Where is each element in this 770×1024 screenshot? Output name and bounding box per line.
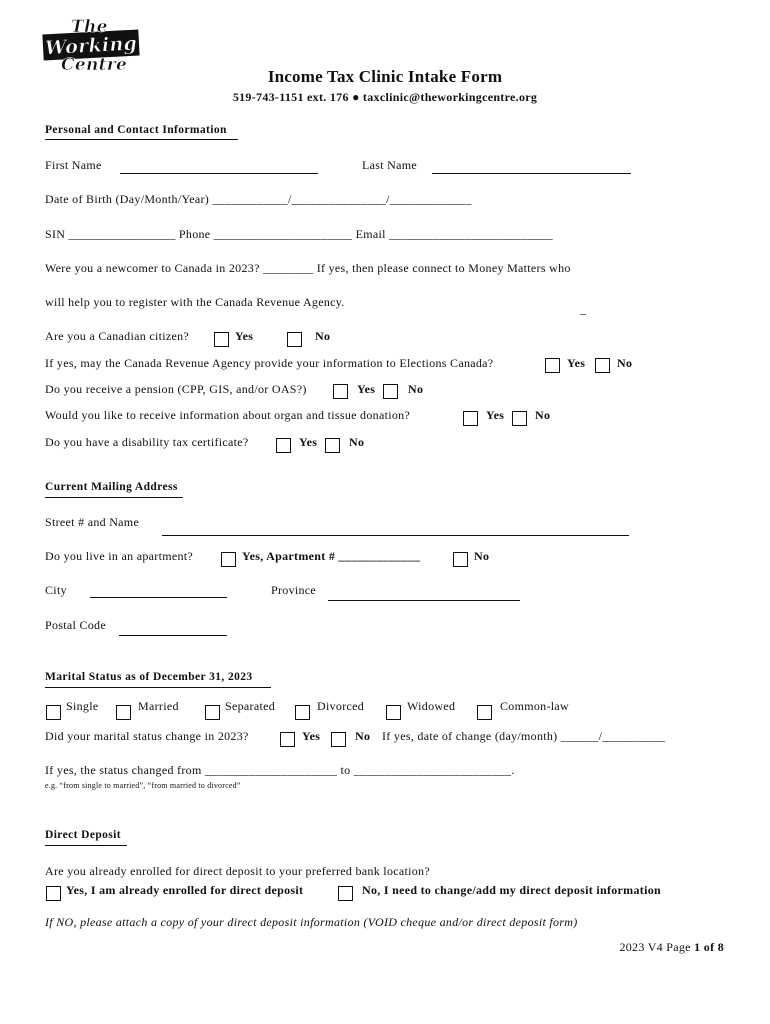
disability-no-checkbox[interactable] bbox=[325, 438, 340, 453]
apartment-yes-label[interactable]: Yes, Apartment # _____________ bbox=[242, 549, 421, 563]
elections-no-checkbox[interactable] bbox=[595, 358, 610, 373]
married-label: Married bbox=[138, 699, 179, 713]
street-field[interactable] bbox=[162, 535, 629, 536]
divorced-checkbox[interactable] bbox=[295, 705, 310, 720]
deposit-enrolled-label: Yes, I am already enrolled for direct deposit bbox=[66, 883, 304, 897]
first-name-label: First Name bbox=[45, 158, 102, 172]
apartment-yes-checkbox[interactable] bbox=[221, 552, 236, 567]
citizen-yes-checkbox[interactable] bbox=[214, 332, 229, 347]
elections-question: If yes, may the Canada Revenue Agency provide your information to Elections Canada? bbox=[45, 356, 494, 370]
contact-line: 519-743-1151 ext. 176 ● taxclinic@theworkingcentre.org bbox=[232, 90, 538, 104]
version-label: 2023 V4 Page bbox=[619, 940, 691, 954]
apartment-question: Do you live in an apartment? bbox=[45, 549, 194, 563]
mailing-heading: Current Mailing Address bbox=[45, 481, 178, 493]
deposit-enrolled-checkbox[interactable] bbox=[46, 886, 61, 901]
apartment-no-checkbox[interactable] bbox=[453, 552, 468, 567]
newcomer-question[interactable]: Were you a newcomer to Canada in 2023? ________ If yes, then please connect to Money Matters who bbox=[45, 261, 571, 275]
widowed-label: Widowed bbox=[407, 699, 456, 713]
last-name-label: Last Name bbox=[362, 158, 418, 172]
citizen-question: Are you a Canadian citizen? bbox=[45, 329, 190, 343]
organ-no-label: No bbox=[535, 408, 551, 422]
postal-code-label: Postal Code bbox=[45, 618, 106, 632]
status-example: e.g. “from single to married”, “from married to divorced” bbox=[45, 781, 241, 790]
separated-label: Separated bbox=[225, 699, 276, 713]
disability-yes-checkbox[interactable] bbox=[276, 438, 291, 453]
disability-question: Do you have a disability tax certificate? bbox=[45, 435, 249, 449]
disability-yes-label: Yes bbox=[299, 435, 318, 449]
single-checkbox[interactable] bbox=[46, 705, 61, 720]
change-date-field[interactable]: If yes, date of change (day/month) ______/__________ bbox=[382, 729, 666, 743]
page-of: of bbox=[703, 940, 715, 954]
deposit-change-label: No, I need to change/add my direct deposit information bbox=[362, 883, 661, 897]
city-label: City bbox=[45, 583, 67, 597]
organ-question: Would you like to receive information about organ and tissue donation? bbox=[45, 408, 411, 422]
stray-underscore: _ bbox=[580, 302, 587, 316]
pension-no-label: No bbox=[408, 382, 424, 396]
pension-yes-checkbox[interactable] bbox=[333, 384, 348, 399]
svg-text:The: The bbox=[71, 17, 108, 37]
elections-yes-checkbox[interactable] bbox=[545, 358, 560, 373]
deposit-change-checkbox[interactable] bbox=[338, 886, 353, 901]
disability-no-label: No bbox=[349, 435, 365, 449]
last-name-field[interactable] bbox=[432, 173, 631, 174]
organ-yes-checkbox[interactable] bbox=[463, 411, 478, 426]
pension-yes-label: Yes bbox=[357, 382, 376, 396]
single-label: Single bbox=[66, 699, 99, 713]
common-law-checkbox[interactable] bbox=[477, 705, 492, 720]
widowed-checkbox[interactable] bbox=[386, 705, 401, 720]
marital-change-yes-checkbox[interactable] bbox=[280, 732, 295, 747]
marital-change-question: Did your marital status change in 2023? bbox=[45, 729, 249, 743]
marital-heading: Marital Status as of December 31, 2023 bbox=[45, 671, 253, 683]
province-label: Province bbox=[271, 583, 317, 597]
citizen-yes-label: Yes bbox=[235, 329, 254, 343]
working-centre-logo bbox=[41, 16, 141, 72]
pension-question: Do you receive a pension (CPP, GIS, and/or OAS?) bbox=[45, 382, 307, 396]
deposit-question: Are you already enrolled for direct deposit to your preferred bank location? bbox=[45, 864, 430, 878]
dob-field[interactable]: Date of Birth (Day/Month/Year) ____________/_______________/_____________ bbox=[45, 192, 472, 206]
postal-code-field[interactable] bbox=[119, 635, 227, 636]
form-title: Income Tax Clinic Intake Form bbox=[267, 67, 503, 86]
married-checkbox[interactable] bbox=[116, 705, 131, 720]
province-field[interactable] bbox=[328, 600, 520, 601]
sin-phone-email-fields[interactable]: SIN _________________ Phone ______________________ Email __________________________ bbox=[45, 227, 553, 241]
common-law-label: Common-law bbox=[500, 699, 569, 713]
pension-no-checkbox[interactable] bbox=[383, 384, 398, 399]
deposit-heading: Direct Deposit bbox=[45, 829, 121, 841]
personal-heading: Personal and Contact Information bbox=[45, 124, 227, 136]
marital-change-no-checkbox[interactable] bbox=[331, 732, 346, 747]
citizen-no-checkbox[interactable] bbox=[287, 332, 302, 347]
deposit-note: If NO, please attach a copy of your direct deposit information (VOID cheque and/or direct deposit form) bbox=[45, 915, 578, 929]
newcomer-note: will help you to register with the Canada Revenue Agency. bbox=[45, 295, 345, 309]
marital-change-yes-label: Yes bbox=[302, 729, 321, 743]
page-number: 1 bbox=[694, 940, 701, 954]
organ-no-checkbox[interactable] bbox=[512, 411, 527, 426]
organ-yes-label: Yes bbox=[486, 408, 505, 422]
divorced-label: Divorced bbox=[317, 699, 365, 713]
street-label: Street # and Name bbox=[45, 515, 140, 529]
citizen-no-label: No bbox=[315, 329, 331, 343]
page-footer bbox=[619, 940, 724, 955]
separated-checkbox[interactable] bbox=[205, 705, 220, 720]
marital-change-no-label: No bbox=[355, 729, 371, 743]
status-changed-field[interactable]: If yes, the status changed from _____________________ to _________________________. bbox=[45, 763, 515, 777]
page-total: 8 bbox=[717, 940, 724, 954]
city-field[interactable] bbox=[90, 597, 227, 598]
elections-no-label: No bbox=[617, 356, 633, 370]
apartment-no-label: No bbox=[474, 549, 490, 563]
svg-text:Working: Working bbox=[44, 32, 138, 60]
elections-yes-label: Yes bbox=[567, 356, 586, 370]
first-name-field[interactable] bbox=[120, 173, 318, 174]
svg-text:Centre: Centre bbox=[61, 55, 128, 72]
